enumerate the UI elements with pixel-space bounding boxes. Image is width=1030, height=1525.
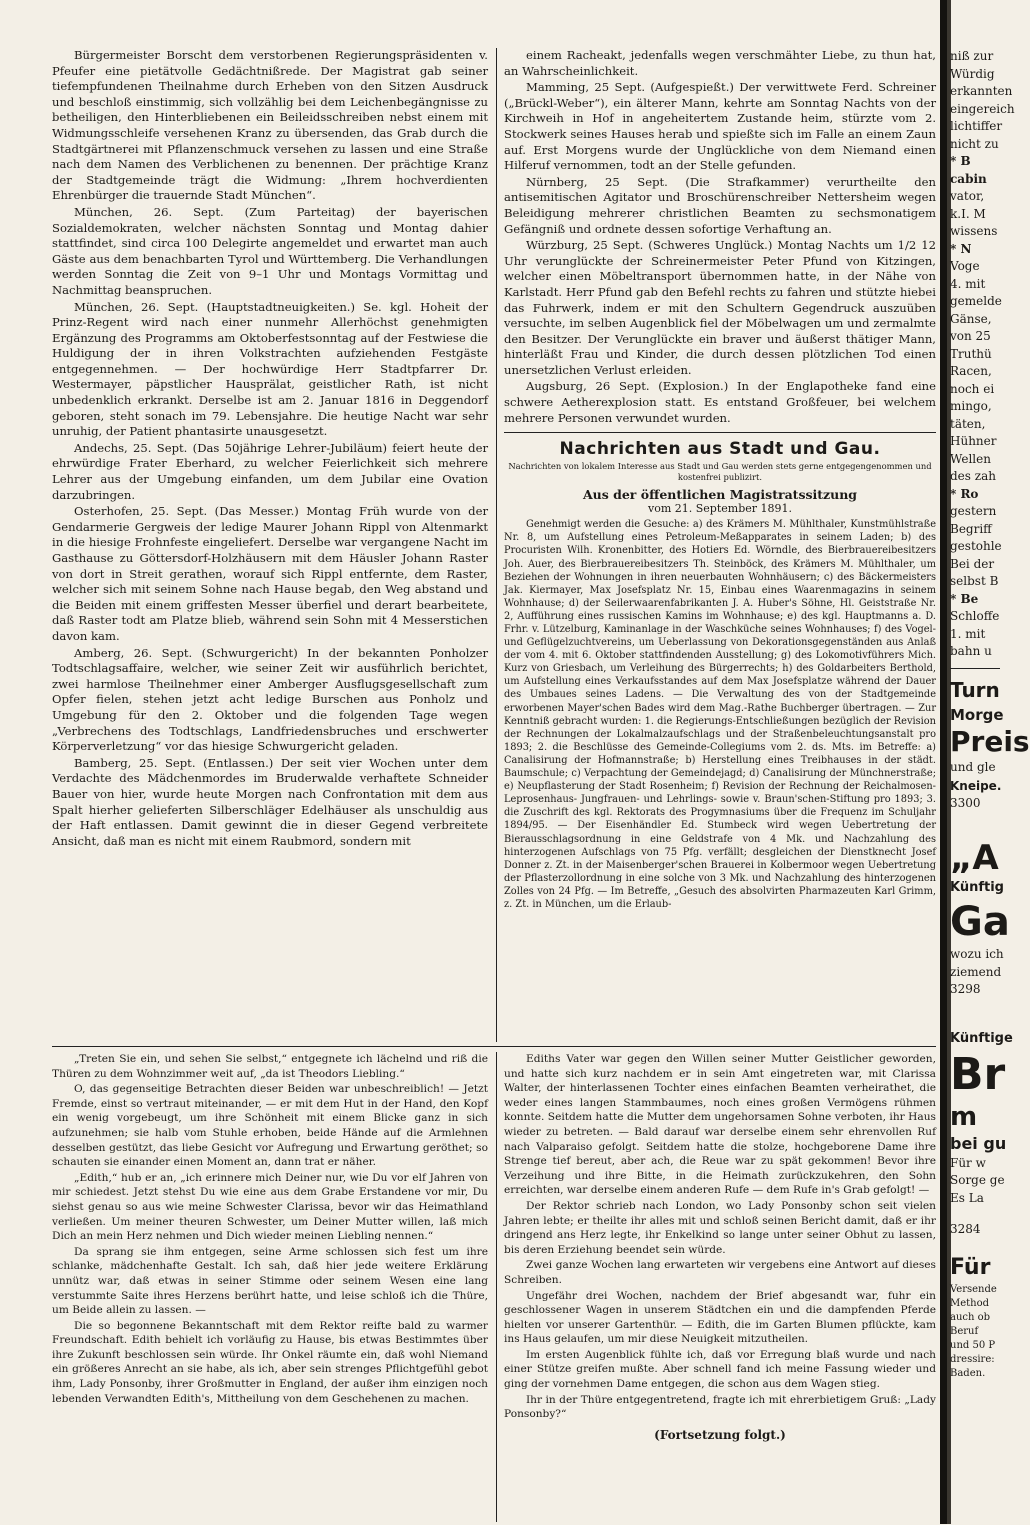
adjacent-ad-line: wozu ich xyxy=(950,947,1004,961)
adjacent-ad-line: bei gu xyxy=(950,1133,1007,1153)
feuilleton-paragraph: Der Rektor schrieb nach London, wo Lady Ponsonby schon seit vielen Jahren lebte; er theilte ihr alles mit und schloß seinen Bericht damit, daß er ihr dringend ans Herz legte, ihr Enkelkind so lange unter seiner Obhut zu lassen, bis deren Erziehung beendet sein würde. xyxy=(504,1199,936,1256)
left-column xyxy=(52,48,488,1042)
feuilleton-right xyxy=(504,1052,936,1522)
adjacent-ad-line: Method xyxy=(950,1297,990,1309)
right-column xyxy=(504,48,936,1042)
adjacent-ad-line: Für xyxy=(950,1254,991,1280)
adjacent-line: eingereich xyxy=(950,101,1015,116)
feuilleton-paragraph: „Treten Sie ein, und sehen Sie selbst,“ entgegnete ich lächelnd und riß die Thüren zu dem Wohnzimmer weit auf, „da ist Theodors Liebling.“ xyxy=(52,1053,488,1080)
feuilleton-paragraph: Zwei ganze Wochen lang erwarteten wir vergebens eine Antwort auf dieses Schreiben. xyxy=(504,1259,936,1286)
adjacent-line: mingo, xyxy=(950,399,992,413)
section-subtitle: Aus der öffentlichen Magistratssitzung xyxy=(582,487,858,503)
adjacent-ad-line: ziemend xyxy=(950,964,1002,979)
adjacent-line: wissens xyxy=(950,224,998,238)
adjacent-line: lichtiffer xyxy=(950,119,1003,133)
feuilleton-paragraph: Ihr in der Thüre entgegentretend, fragte ich mit ehrerbietigem Gruß: „Lady Ponsonby?“ xyxy=(504,1393,936,1421)
adjacent-line: von 25 xyxy=(950,329,991,343)
adjacent-ad-line: 3284 xyxy=(950,1222,981,1236)
adjacent-ad-line: Br xyxy=(950,1048,1006,1100)
adjacent-ad-line: Für w xyxy=(950,1155,986,1170)
adjacent-line: nicht zu xyxy=(950,136,999,151)
feuilleton-paragraph: Die so begonnene Bekanntschaft mit dem Rektor reifte bald zu warmer Freundschaft. Edith behielt ich vorläufig zu Hause, bis etwas Bestimmtes über ihre Zukunft beschlossen sein würde. Ihr Onkel räumte ein, daß wohl Niemand ein größeres Anrecht an sie habe, als ich, aber sein strenges Pflichtgefühl gebot ihm, Lady Ponsonby, ihrer Großmutter in England, der außer ihm einzigen noch lebenden Verwandten Edith's, Mittheilung von dem Geschehenen zu machen. xyxy=(52,1319,488,1405)
feuilleton-divider xyxy=(52,1046,936,1047)
magistrat-sitzung-body: Genehmigt werden die Gesuche: a) des Krämers M. Mühlthaler, Kunstmühlstraße Nr. 8, um Aufstellung eines Petroleum-Meßapparates in seinem Laden; b) des Procuristen Wilh. Kronenbitter, des Hotiers Ed. Wörndle, des Bierbrauereibesitzers Joh. Auer, des Bierbrauereibesitzers Th. Steinböck, des Krämers M. Mühlthaler, um Beziehen der Wohnungen in ihren neuerbauten Wohnhäusern; c) des Bäckermeisters Jak. Kiermayer, Max Josefsplatz Nr. 15, Einbau eines Waarenmagazins in seinem Wohnhause; d) der Seilerwaarenfabrikanten J. A. Huber's Söhne, Hl. Geiststraße Nr. 2, Aufführung eines russischen Kamins im Wohnhause; e) des kgl. Hauptmanns a. D. Frhr. v. Lützelburg, Kaminanlage in der Waschküche seines Wohnhauses; f) des Vogel- und Geflügelzuchtvereins, um Ueberlassung von Dekorationsgegenständen aus Anlaß der vom 4. mit 6. Oktober stattfindenden Ausstellung; g) des Lokomotivführers Mich. Kurz von Griesbach, um Verleihung des Bürgerrechts; h) des Goldarbeiters Berthold, um Aufstellung eines Verkaufsstandes auf dem Max Josefsplatze während der Dauer des Umbaues seines Ladens. — Die Verwaltung des von der Stadtgemeinde erworbenen Mayer'schen Bades wird dem Mag.-Rathe Buchberger übertragen. — Zur Kenntniß gebracht wurden: 1. die Regierungs-Entschließungen bezüglich der Revision der Rechnungen der Lokalmalzaufschlags und der Straßenbeleuchtungsanstalt pro 1893; 2. die Beschlüsse des Gemeinde-Collegiums vom 2. ds. Mts. im Betreffe: a) Canalisirung der Hofmannstraße; b) Herstellung eines Treibhauses in der städt. Baumschule; c) Verpachtung der Gemeindejagd; d) Canalisirung der Münchnerstraße; e) Neupflasterung der Stadt Rosenheim; f) Revision der Rechnung der Reichalmosen-Leprosenhaus- Jungfrauen- und Lehrlings- sowie v. Braun'schen-Stiftung pro 1893; 3. die Zuschrift des kgl. Rektorats des Progymnasiums über die Frequenz im Schuljahr 1894/95. — Der Eisenhändler Ed. Stumbeck wird wegen Uebertretung der Bierausschlagsordnung in eine Geldstrafe von 4 Mk. und Nachzahlung des hinterzogenen Aufschlags von 75 Pfg. verfällt; desgleichen der Dienstknecht Josef Donner z. Zt. in der Maisenberger'schen Brauerei in Kolbermoor wegen Uebertretung der Pflasterzollordnung in eine solche von 3 Mk. und Nachzahlung des hinterzogenen Zolles von 24 Pfg. — Im Betreffe, „Gesuch des absolvirten Pharmazeuten Karl Grimm, z. Zt. in München, um die Erlaub- xyxy=(504,519,936,910)
adjacent-ad-line: Versende xyxy=(950,1283,997,1295)
adjacent-line: k.I. M xyxy=(950,206,986,221)
article-muenchen-hauptstadtneuigkeiten: München, 26. Sept. (Hauptstadtneuigkeiten.) Se. kgl. Hoheit der Prinz-Regent wird nach einer nunmehr Allerhöchst genehmigten Ergänzung des Programms am Oktoberfestsonntag auf der Festwiese die Huldigung der in ihren Volkstrachten aufziehenden Festgäste entgegennehmen. — Der hochwürdige Herr Stadtpfarrer Dr. Westermayer, päpstlicher Hausprälat, geistlicher Rath, ist nicht unbedenklich erkrankt. Derselbe ist am 2. Januar 1816 in Deggendorf geboren, steht sonach im 79. Lebensjahre. Die heutige Nacht war sehr unruhig, der Patient phantasirte unausgesetzt. xyxy=(52,299,488,439)
adjacent-line: gemelde xyxy=(950,294,1002,308)
article-augsburg-explosion: Augsburg, 26 Sept. (Explosion.) In der Englapotheke fand eine schwere Aetherexplosion statt. Es entstand Großfeuer, bei welchem mehrere Personen verwundet wurden. xyxy=(504,379,936,425)
section-note: Nachrichten von lokalem Interesse aus Stadt und Gau werden stets gerne entgegengenommen und kostenfrei publizirt. xyxy=(508,461,932,483)
adjacent-ad-line: 3298 xyxy=(950,982,981,996)
adjacent-line: vator, xyxy=(950,189,985,203)
adjacent-line: täten, xyxy=(950,416,986,431)
article-amberg-schwurgericht: Amberg, 26. Sept. (Schwurgericht) In der bekannten Ponholzer Todtschlagsaffaire, welcher, wie seiner Zeit wir ausführlich berichtet, zwei harmlose Theilnehmer einer Amberger Ausflugsgesellschaft zum Opfer fielen, stehen jetzt acht ledige Burschen aus Ponholz und Umgebung für den 2. Oktober und die folgenden Tage wegen „Verbrechens des Todtschlags, Landfriedensbruches und erschwerter Körperverletzung“ vor das hiesige Schwurgericht geladen. xyxy=(52,645,488,754)
adjacent-page-strip xyxy=(950,48,1030,1524)
adjacent-ad-line: m xyxy=(950,1101,978,1132)
adjacent-line: * Be xyxy=(950,591,979,606)
article-mamming-aufgespiesst: Mamming, 25 Sept. (Aufgespießt.) Der verwittwete Ferd. Schreiner („Brückl-Weber“), ein älterer Mann, kehrte am Sonntag Nachts von der Kirchweih in Hof in angeheitertem Zustande heim, stürzte vom 2. Stockwerk seines Hauses herab und spießte sich im Falle an einem Zaun auf. Erst Morgens wurde der Unglückliche von dem Niemand einen Hilferuf vernommen, todt an der Stelle gefunden. xyxy=(504,80,936,173)
adjacent-ad-line: Künftig xyxy=(950,880,1004,895)
article-wuerzburg-unglueck: Würzburg, 25 Sept. (Schweres Unglück.) Montag Nachts um 1/2 12 Uhr verunglückte der Schreinermeister Peter Pfund von Kitzingen, welcher einen Möbeltransport übernommen hatte, in der Nähe von Karlstadt. Herr Pfund gab den Befehl rechts zu fahren und stützte hiebei das Fuhrwerk, indem er mit den Schultern Gegendruck auszuüben versuchte, im selben Augenblick fiel der Möbelwagen um und zermalmte den Besitzer. Der Verunglückte ein braver und äußerst thätiger Mann, hinterläßt Frau und Kinder, die durch dessen plötzlichen Tod einen unersetzlichen Verlust erleiden. xyxy=(504,238,936,377)
adjacent-ad-line: Morge xyxy=(950,706,1004,724)
article-andechs-lehrer-jubilaeum: Andechs, 25. Sept. (Das 50jährige Lehrer-Jubiläum) feiert heute der ehrwürdige Frater Eberhard, zu welcher Feierlichkeit sich mehrere Lehrer aus der Umgebung einfanden, um dem Jubilar eine Ovation darzubringen. xyxy=(52,440,488,502)
adjacent-ad-line: Turn xyxy=(950,678,1000,702)
adjacent-ad-line: und 50 P xyxy=(950,1339,996,1351)
adjacent-line: Gänse, xyxy=(950,311,992,326)
adjacent-ad-line: auch ob xyxy=(950,1311,991,1323)
adjacent-line: Würdig xyxy=(950,66,995,81)
adjacent-ad-line: Es La xyxy=(950,1190,984,1205)
section-title: Nachrichten aus Stadt und Gau. xyxy=(559,439,881,460)
adjacent-line: Bei der xyxy=(950,556,995,571)
adjacent-line: noch ei xyxy=(950,381,995,396)
adjacent-ad-line: dressire: xyxy=(950,1353,995,1365)
feuilleton-paragraph: Ungefähr drei Wochen, nachdem der Brief abgesandt war, fuhr ein geschlossener Wagen in unserem Städtchen ein und die dampfenden Pferde hielten vor unserer Gartenthür. — Edith, die im Garten Blumen pflückte, kam ins Haus gelaufen, um mir diese Neuigkeit mitzutheilen. xyxy=(504,1289,936,1346)
adjacent-ad-line: Preis xyxy=(950,725,1030,758)
adjacent-line: erkannten xyxy=(950,84,1013,98)
adjacent-line: gestern xyxy=(950,504,997,518)
article-magistrat-gedaechtnisrede: Bürgermeister Borscht dem verstorbenen Regierungspräsidenten v. Pfeufer eine pietätvolle Gedächtnißrede. Der Magistrat gab seiner tiefempfundenen Theilnahme durch Erheben von den Sitzen Ausdruck und beschloß einstimmig, sich vollzählig bei dem Leichenbegängnisse zu betheiligen, den Hinterbliebenen ein Beileidsschreiben nebst einem mit Widmungsschleife versehenen Kranz zu übersenden, das Grab durch die Stadtgärtnerei mit Pflanzenschmuck versehen zu lassen und eine Straße nach dem Namen des Verblichenen zu benennen. Der prächtige Kranz der Stadtgemeinde trägt die Widmung: „Ihrem hochverdienten Ehrenbürger die trauernde Stadt München“. xyxy=(52,48,488,203)
adjacent-ad-line: Künftige xyxy=(950,1030,1013,1046)
article-bamberg-entlassen: Bamberg, 25. Sept. (Entlassen.) Der seit vier Wochen unter dem Verdachte des Mädchenmordes im Bruderwalde verhaftete Schneider Bauer von hier, wurde heute Morgen nach Confrontation mit dem aus Spalt hierher gelieferten Silberschläger Edelhäuser als unschuldig aus der Haft entlassen. Damit gewinnt die in dieser Gegend verbreitete Ansicht, daß man es nicht mit einem Raubmord, sondern mit xyxy=(52,755,488,848)
adjacent-line: Schloffe xyxy=(950,609,1000,623)
column-divider xyxy=(496,48,497,1042)
adjacent-line: * Ro xyxy=(950,486,979,501)
adjacent-line: 1. mit xyxy=(950,626,986,641)
article-bamberg-continued: einem Racheakt, jedenfalls wegen verschmähter Liebe, zu thun hat, an Wahrscheinlichkeit. xyxy=(504,48,936,78)
adjacent-line: gestohle xyxy=(950,539,1002,553)
continued-note: (Fortsetzung folgt.) xyxy=(654,1427,786,1442)
feuilleton-left xyxy=(52,1052,488,1522)
adjacent-line: niß zur xyxy=(950,49,994,63)
adjacent-ad-line: Baden. xyxy=(950,1367,986,1379)
adjacent-line: Voge xyxy=(950,259,980,273)
adjacent-line: Begriff xyxy=(950,521,992,536)
adjacent-ad-line: Sorge ge xyxy=(950,1173,1005,1187)
adjacent-line: selbst B xyxy=(950,574,999,588)
adjacent-line: Truthü xyxy=(950,346,992,361)
adjacent-line: Wellen xyxy=(950,451,991,466)
section-rule xyxy=(504,432,936,433)
feuilleton-paragraph: Da sprang sie ihm entgegen, seine Arme schlossen sich fest um ihre schlanke, mädchenhafte Gestalt. Ich sah, daß hier jede weitere Erklärung unnütz war, daß etwas in seiner Stimme oder seinem Wesen eine lang verstummte Saite ihres Herzens berührt hatte, und leise schloß ich die Thüre, um Beide allein zu lassen. — xyxy=(52,1245,488,1317)
feuilleton-paragraph: Im ersten Augenblick fühlte ich, daß vor Erregung blaß wurde und nach einer Stütze greifen mußte. Aber schnell fand ich meine Fassung wieder und ging der vornehmen Dame entgegen, die schon aus dem Wagen stieg. xyxy=(504,1348,936,1391)
article-nuernberg-strafkammer: Nürnberg, 25 Sept. (Die Strafkammer) verurtheilte den antisemitischen Agitator und Broschürenschreiber Nettersheim wegen Beleidigung mehrerer christlichen Beamten zu sechsmonatigem Gefängniß und ordnete dessen sofortige Verhaftung an. xyxy=(504,174,936,236)
adjacent-line: 4. mit xyxy=(950,276,986,291)
adjacent-ad-line: „A xyxy=(950,838,999,878)
feuilleton-column-divider xyxy=(496,1052,497,1522)
section-date: vom 21. September 1891. xyxy=(648,502,792,516)
adjacent-text-top xyxy=(950,48,1015,668)
adjacent-line: * B xyxy=(950,154,971,168)
adjacent-line: Racen, xyxy=(950,364,992,378)
adjacent-line: Hühner xyxy=(950,434,997,448)
adjacent-ad-line: Kneipe. xyxy=(950,778,1002,793)
adjacent-line: cabin xyxy=(950,171,987,186)
adjacent-ad-line: und gle xyxy=(950,760,996,774)
adjacent-line: des zah xyxy=(950,469,996,483)
feuilleton-paragraph: Ediths Vater war gegen den Willen seiner Mutter Geistlicher geworden, und hatte sich kurz nachdem er in sein Amt eingetreten war, mit Clarissa Walter, der hinterlassenen Tochter eines einfachen Beamten verheirathet, die weder eines langen Stammbaumes, noch eines großen Vermögens rühmen konnte. Seitdem hatte die Mutter dem ungehorsamen Sohne verboten, ihr Haus wieder zu betreten. — Bald darauf war derselbe einem sehr ehrenvollen Ruf nach Valparaiso gefolgt. Seitdem hatte die stolze, hochgeborene Dame ihre Strenge tief bereut, aber ach, die Reue war zu spät gekommen! Bevor ihre Verzeihung und ihre Bitte, in die Heimath zurückzukehren, den Sohn erreichten, war derselbe einem anderen Rufe — dem Rufe in's Grab gefolgt! — xyxy=(504,1053,936,1197)
adjacent-ad-line: 3300 xyxy=(950,795,981,810)
adjacent-ad-line: Ga xyxy=(950,899,1010,945)
adjacent-ads xyxy=(950,668,1030,1525)
adjacent-line: * N xyxy=(950,241,972,256)
adjacent-line: bahn u xyxy=(950,644,992,658)
feuilleton-paragraph: „Edith,“ hub er an, „ich erinnere mich Deiner nur, wie Du vor elf Jahren von mir schiedest. Jetzt stehst Du wie eine aus dem Grabe Erstandene vor mir, Du siehst genau so aus wie meine Schwester Clarissa, bevor wir das Heimathland verließen. Um meiner theuren Schwester, um Deiner Mutter willen, laß mich Dich an mein Herz nehmen und Dich wieder meinen Liebling nennen.“ xyxy=(52,1171,488,1243)
feuilleton-paragraph: O, das gegenseitige Betrachten dieser Beiden war unbeschreiblich! — Jetzt Fremde, einst so vertraut miteinander, — er mit dem Hut in der Hand, den Kopf ein wenig vorgebeugt, um ihre Schönheit mit einem Blicke ganz in sich aufzunehmen; sie halb vom Stuhle erhoben, beide Hände auf die Armlehnen desselben gestützt, das liebe Gesicht vor Aufregung und Erwartung geröthet; so schauten sie einander einen Moment an, dann trat er näher. xyxy=(52,1083,488,1169)
article-osterhofen-messer: Osterhofen, 25. Sept. (Das Messer.) Montag Früh wurde von der Gendarmerie Gergweis der ledige Maurer Johann Rippl von Altenmarkt in die hiesige Frohnfeste eingeliefert. Derselbe war vergangene Nacht im Gasthause zu Göttersdorf-Holzhäusern mit dem Häusler Johann Raster von dort in Streit gerathen, worauf sich Rippl entfernte, dem Raster, welcher sich mit seinem Sohne nach Hause begab, den Weg abstand und die Beiden mit einem griffesten Messer überfiel und derart bearbeitete, daß Raster todt am Platze blieb, während sein Sohn mit 4 Messerstichen davon kam. xyxy=(52,504,488,643)
adjacent-ad-line: Beruf xyxy=(950,1325,979,1337)
article-muenchen-parteitag: München, 26. Sept. (Zum Parteitag) der bayerischen Sozialdemokraten, welcher nächsten Sonntag und Montag dahier stattfindet, sind circa 100 Delegirte angemeldet und erwartet man auch Gäste aus dem benachbarten Tyrol und Württemberg. Die Verhandlungen werden Sonntag die Zeit von 9–1 Uhr und Montags Vormittag und Nachmittag beanspruchen. xyxy=(52,204,488,297)
